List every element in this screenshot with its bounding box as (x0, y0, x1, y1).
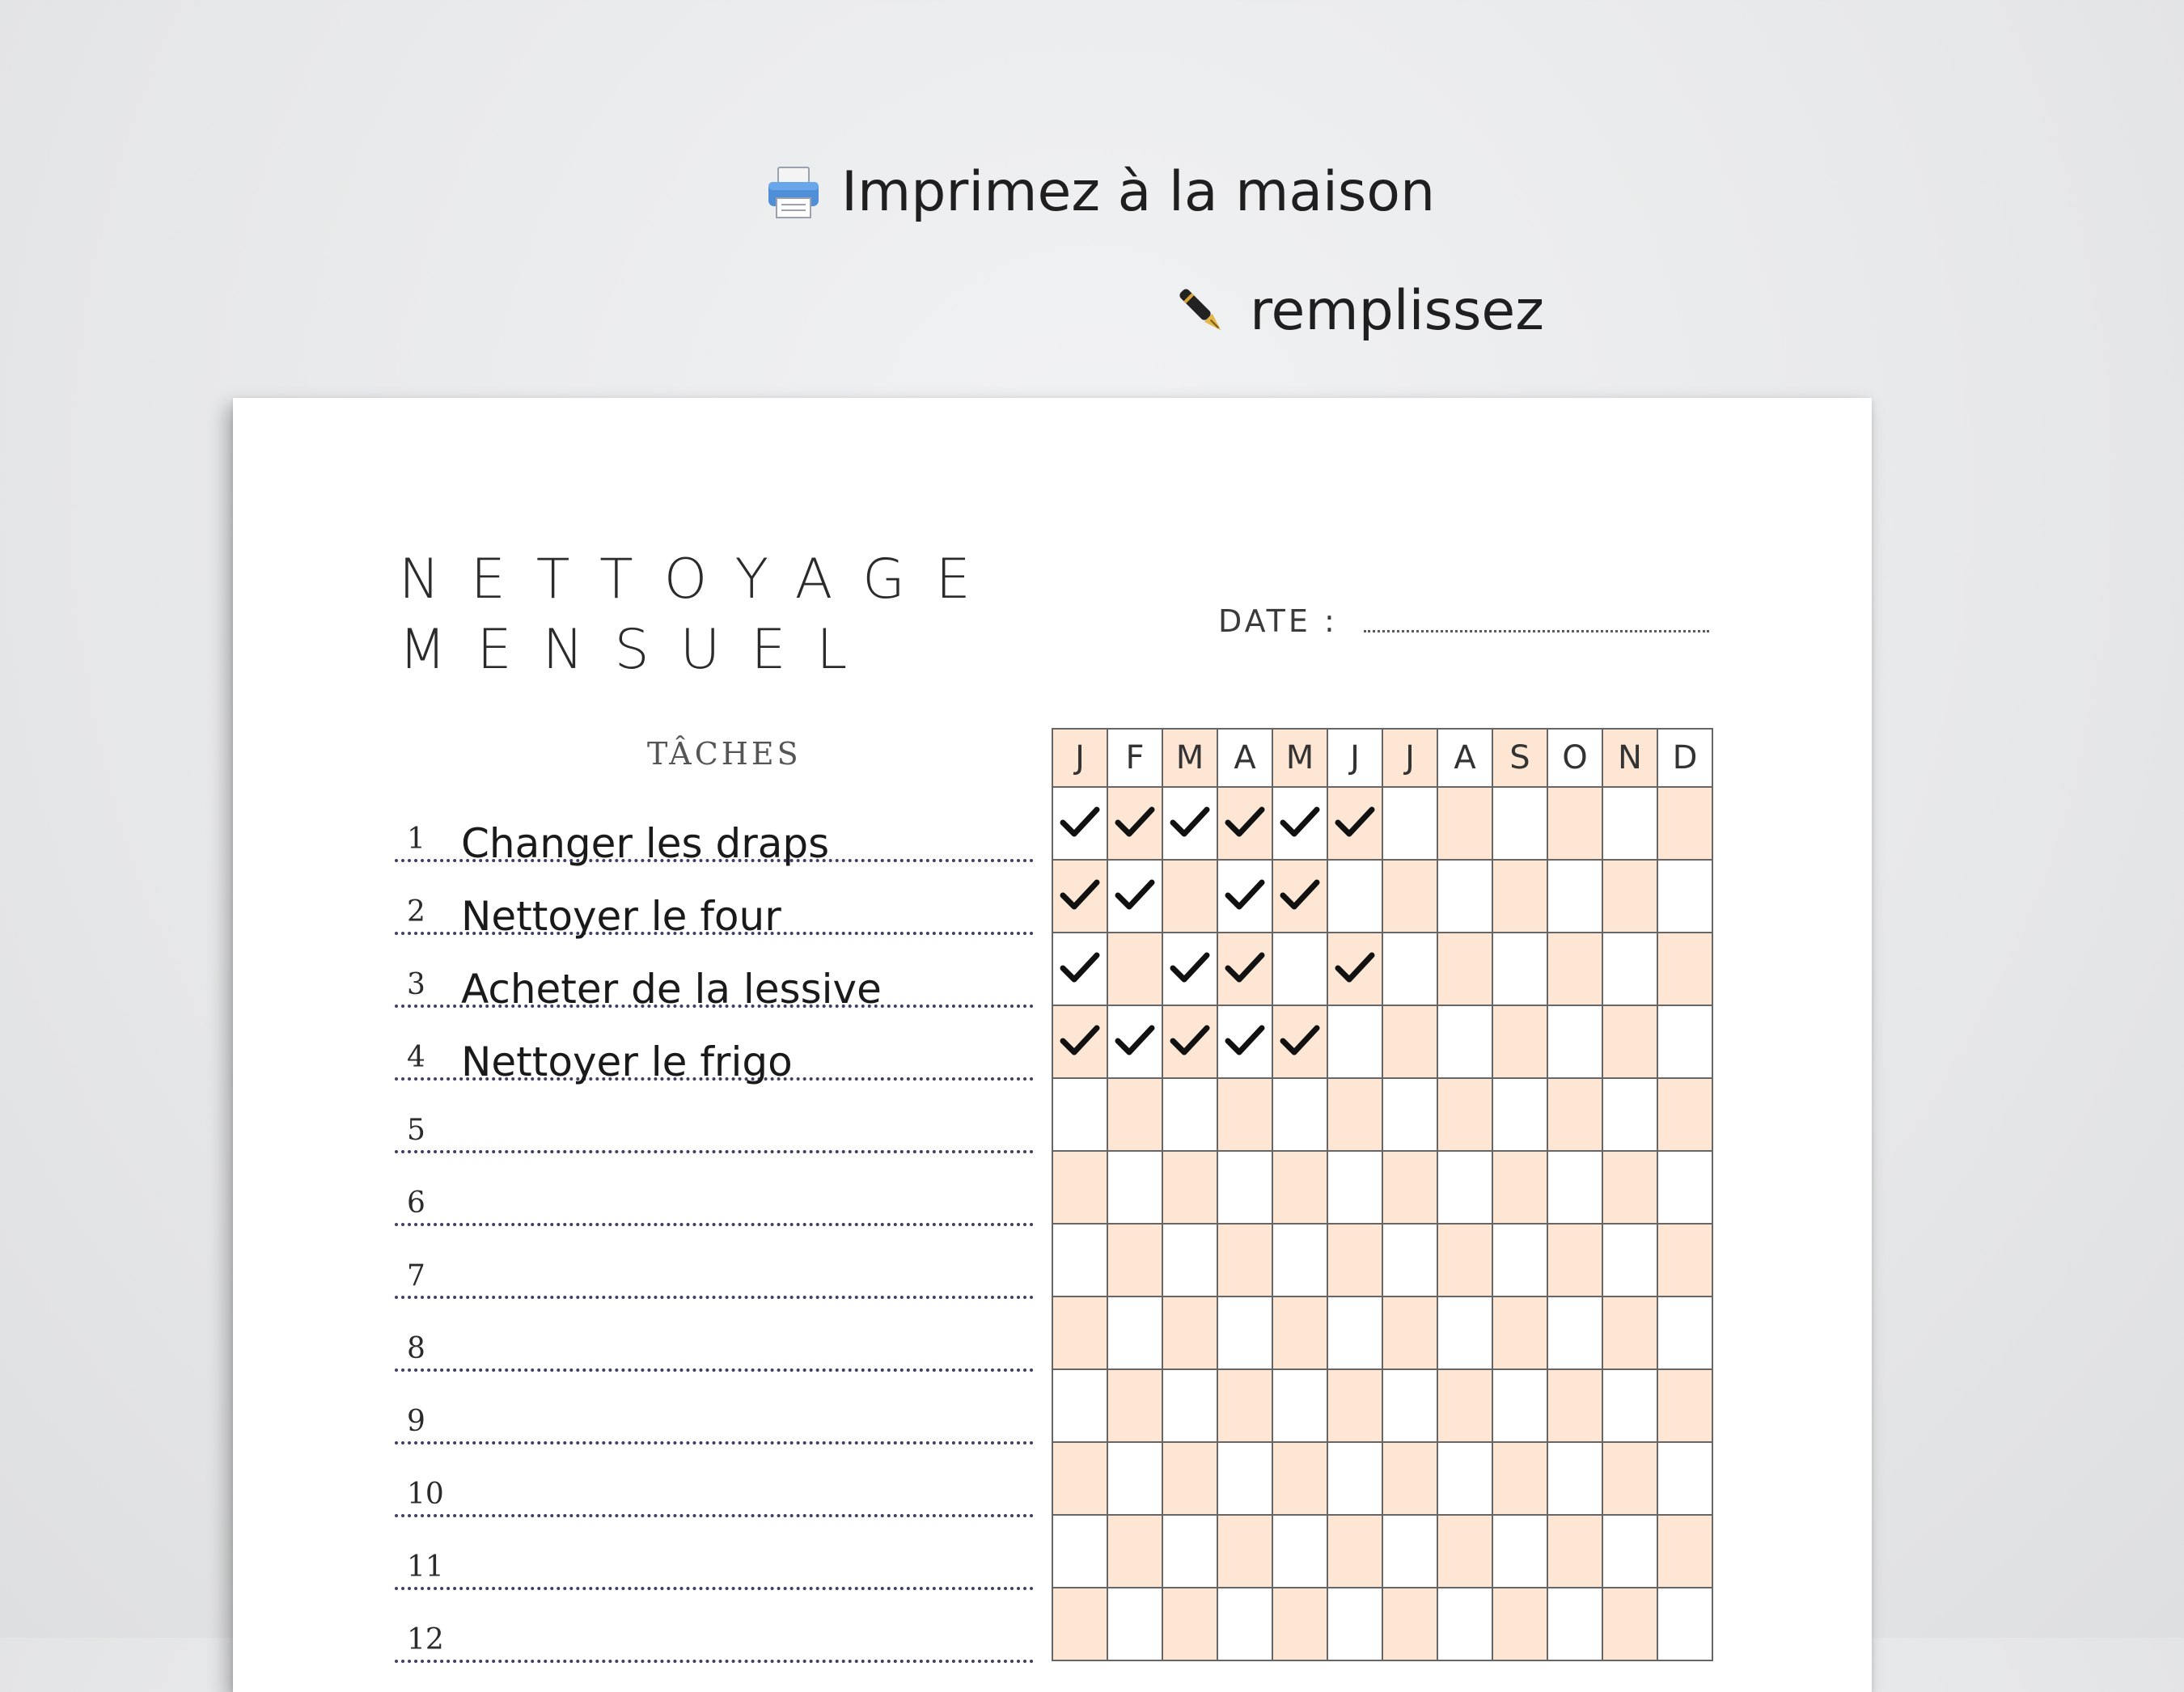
month-cell[interactable] (1658, 861, 1713, 933)
month-cell[interactable] (1218, 1079, 1273, 1152)
month-cell[interactable] (1548, 1006, 1603, 1079)
month-cell[interactable] (1053, 1588, 1108, 1661)
task-number: 11 (407, 1550, 444, 1584)
month-cell[interactable] (1493, 1079, 1548, 1152)
month-header: D (1658, 730, 1713, 788)
month-cell[interactable] (1658, 1152, 1713, 1225)
tasks-header: TÂCHES (647, 736, 802, 772)
month-cell[interactable] (1658, 1006, 1713, 1079)
caption-print-text: Imprimez à la maison (840, 160, 1436, 224)
month-cell[interactable] (1438, 1443, 1493, 1516)
month-cell[interactable] (1053, 1006, 1108, 1079)
month-cell[interactable] (1328, 1297, 1383, 1370)
month-cell[interactable] (1493, 933, 1548, 1006)
month-cell[interactable] (1603, 933, 1658, 1006)
task-row (395, 1005, 1034, 1085)
task-row (395, 1514, 1034, 1590)
month-cell[interactable] (1328, 1370, 1383, 1443)
checkmark-icon (1169, 950, 1211, 988)
month-cell[interactable] (1603, 1370, 1658, 1443)
month-cell[interactable] (1163, 1588, 1218, 1661)
month-cell[interactable] (1108, 933, 1163, 1006)
month-cell[interactable] (1658, 1516, 1713, 1588)
month-cell[interactable] (1273, 1152, 1328, 1225)
month-cell[interactable] (1603, 788, 1658, 861)
month-cell[interactable] (1603, 1225, 1658, 1297)
month-cell[interactable] (1603, 1006, 1658, 1079)
checkmark-icon (1059, 877, 1101, 916)
checkmark-icon (1059, 1022, 1101, 1061)
task-number: 2 (407, 895, 425, 928)
month-cell[interactable] (1273, 1006, 1328, 1079)
month-cell[interactable] (1053, 1443, 1108, 1516)
task-label: Changer les draps (461, 820, 830, 867)
month-cell[interactable] (1603, 1297, 1658, 1370)
month-cell[interactable] (1438, 1079, 1493, 1152)
checkmark-icon (1114, 804, 1156, 843)
month-cell[interactable] (1548, 1370, 1603, 1443)
month-cell[interactable] (1603, 1152, 1658, 1225)
month-cell[interactable] (1163, 861, 1218, 933)
month-cell[interactable] (1603, 1588, 1658, 1661)
checkmark-icon (1169, 804, 1211, 843)
month-cell[interactable] (1603, 1516, 1658, 1588)
month-cell[interactable] (1383, 933, 1438, 1006)
caption-fill-text: remplissez (1250, 279, 1544, 343)
month-cell[interactable] (1383, 1225, 1438, 1297)
month-cell[interactable] (1658, 1443, 1713, 1516)
month-cell[interactable] (1218, 1516, 1273, 1588)
month-cell[interactable] (1603, 861, 1658, 933)
task-row (395, 932, 1034, 1013)
month-cell[interactable] (1493, 1225, 1548, 1297)
month-cell[interactable] (1328, 1079, 1383, 1152)
month-cell[interactable] (1383, 1297, 1438, 1370)
month-cell[interactable] (1383, 1152, 1438, 1225)
checkmark-icon (1334, 804, 1376, 843)
month-header: M (1273, 730, 1328, 788)
month-cell[interactable] (1548, 1079, 1603, 1152)
month-cell[interactable] (1163, 1443, 1218, 1516)
month-cell[interactable] (1108, 1516, 1163, 1588)
task-row (395, 1223, 1034, 1299)
task-number: 7 (407, 1259, 425, 1292)
month-cell[interactable] (1108, 1443, 1163, 1516)
month-cell[interactable] (1438, 933, 1493, 1006)
task-row (395, 786, 1034, 867)
month-cell[interactable] (1218, 1588, 1273, 1661)
month-cell[interactable] (1658, 1297, 1713, 1370)
month-cell[interactable] (1273, 1079, 1328, 1152)
month-cell[interactable] (1548, 1443, 1603, 1516)
month-cell[interactable] (1273, 1225, 1328, 1297)
month-cell[interactable] (1493, 1443, 1548, 1516)
month-cell[interactable] (1438, 1297, 1493, 1370)
month-cell[interactable] (1218, 1152, 1273, 1225)
month-cell[interactable] (1218, 1443, 1273, 1516)
month-cell[interactable] (1548, 1588, 1603, 1661)
month-cell[interactable] (1328, 788, 1383, 861)
month-cell[interactable] (1493, 1152, 1548, 1225)
month-cell[interactable] (1438, 861, 1493, 933)
task-label: Nettoyer le four (461, 893, 781, 940)
month-cell[interactable] (1218, 1297, 1273, 1370)
checkmark-icon (1279, 804, 1321, 843)
month-cell[interactable] (1383, 1516, 1438, 1588)
month-header: J (1053, 730, 1108, 788)
month-cell[interactable] (1493, 788, 1548, 861)
month-cell[interactable] (1328, 1588, 1383, 1661)
month-cell[interactable] (1328, 1152, 1383, 1225)
month-cell[interactable] (1383, 1443, 1438, 1516)
month-cell[interactable] (1163, 1006, 1218, 1079)
month-cell[interactable] (1053, 1152, 1108, 1225)
task-number: 4 (407, 1041, 425, 1074)
month-cell[interactable] (1493, 1588, 1548, 1661)
month-cell[interactable] (1108, 788, 1163, 861)
month-cell[interactable] (1273, 1516, 1328, 1588)
month-cell[interactable] (1658, 788, 1713, 861)
month-cell[interactable] (1493, 1006, 1548, 1079)
month-cell[interactable] (1053, 1370, 1108, 1443)
month-cell[interactable] (1163, 1370, 1218, 1443)
month-cell[interactable] (1108, 1297, 1163, 1370)
pen-icon (1174, 283, 1230, 340)
month-cell[interactable] (1053, 1297, 1108, 1370)
checkmark-icon (1279, 877, 1321, 916)
month-cell[interactable] (1053, 933, 1108, 1006)
task-number: 9 (407, 1405, 425, 1438)
month-cell[interactable] (1273, 1443, 1328, 1516)
month-cell[interactable] (1218, 1225, 1273, 1297)
month-header: M (1163, 730, 1218, 788)
month-cell[interactable] (1163, 1225, 1218, 1297)
month-cell[interactable] (1163, 1079, 1218, 1152)
task-row (395, 1587, 1034, 1663)
checkmark-icon (1059, 950, 1101, 988)
month-cell[interactable] (1218, 861, 1273, 933)
month-cell[interactable] (1053, 788, 1108, 861)
month-cell[interactable] (1273, 933, 1328, 1006)
month-cell[interactable] (1218, 933, 1273, 1006)
month-cell[interactable] (1053, 1225, 1108, 1297)
month-cell[interactable] (1438, 1152, 1493, 1225)
month-cell[interactable] (1328, 1006, 1383, 1079)
month-cell[interactable] (1273, 1297, 1328, 1370)
month-cell[interactable] (1328, 861, 1383, 933)
month-cell[interactable] (1108, 1588, 1163, 1661)
month-cell[interactable] (1328, 1443, 1383, 1516)
month-cell[interactable] (1273, 1588, 1328, 1661)
task-number: 6 (407, 1187, 425, 1220)
month-cell[interactable] (1493, 861, 1548, 933)
task-number: 10 (407, 1478, 444, 1511)
month-cell[interactable] (1548, 1297, 1603, 1370)
month-header: F (1108, 730, 1163, 788)
date-label: DATE : (1218, 603, 1338, 639)
month-header: S (1493, 730, 1548, 788)
checkmark-icon (1279, 1022, 1321, 1061)
month-cell[interactable] (1548, 861, 1603, 933)
month-cell[interactable] (1383, 1588, 1438, 1661)
month-cell[interactable] (1053, 1079, 1108, 1152)
month-cell[interactable] (1548, 933, 1603, 1006)
task-number: 1 (407, 823, 425, 856)
date-line (1364, 630, 1709, 632)
month-cell[interactable] (1548, 1225, 1603, 1297)
month-cell[interactable] (1548, 1516, 1603, 1588)
task-row (395, 859, 1034, 940)
task-row (395, 1296, 1034, 1372)
checkmark-icon (1224, 1022, 1266, 1061)
month-cell[interactable] (1438, 1006, 1493, 1079)
month-cell[interactable] (1163, 1297, 1218, 1370)
month-cell[interactable] (1108, 1370, 1163, 1443)
month-cell[interactable] (1438, 1516, 1493, 1588)
title-line-2: MENSUEL (399, 618, 878, 682)
month-cell[interactable] (1218, 1370, 1273, 1443)
task-label: Acheter de la lessive (461, 966, 882, 1013)
month-cell[interactable] (1383, 1079, 1438, 1152)
caption-print (0, 160, 2184, 224)
task-label: Nettoyer le frigo (461, 1038, 793, 1085)
planner-sheet (233, 398, 1872, 1692)
month-cell[interactable] (1273, 861, 1328, 933)
month-cell[interactable] (1328, 933, 1383, 1006)
month-cell[interactable] (1658, 1588, 1713, 1661)
month-cell[interactable] (1108, 1225, 1163, 1297)
month-cell[interactable] (1438, 1588, 1493, 1661)
printer-icon (765, 164, 822, 221)
month-cell[interactable] (1493, 1297, 1548, 1370)
month-cell[interactable] (1108, 1079, 1163, 1152)
task-row (395, 1150, 1034, 1226)
month-cell[interactable] (1658, 1370, 1713, 1443)
month-cell[interactable] (1218, 1006, 1273, 1079)
month-cell[interactable] (1163, 1516, 1218, 1588)
month-header: N (1603, 730, 1658, 788)
month-cell[interactable] (1383, 1006, 1438, 1079)
month-cell[interactable] (1328, 1516, 1383, 1588)
task-row (395, 1441, 1034, 1517)
checkmark-icon (1224, 804, 1266, 843)
month-cell[interactable] (1548, 788, 1603, 861)
month-header: O (1548, 730, 1603, 788)
month-cell[interactable] (1273, 1370, 1328, 1443)
month-cell[interactable] (1053, 861, 1108, 933)
checkmark-icon (1114, 877, 1156, 916)
month-cell[interactable] (1603, 1443, 1658, 1516)
month-cell[interactable] (1438, 1370, 1493, 1443)
month-cell[interactable] (1438, 788, 1493, 861)
task-number: 8 (407, 1332, 425, 1365)
month-cell[interactable] (1383, 861, 1438, 933)
month-cell[interactable] (1218, 788, 1273, 861)
month-cell[interactable] (1493, 1516, 1548, 1588)
month-cell[interactable] (1658, 1225, 1713, 1297)
checkmark-icon (1114, 1022, 1156, 1061)
month-header: A (1438, 730, 1493, 788)
title-line-1: NETTOYAGE (399, 548, 1001, 611)
task-row (395, 1077, 1034, 1153)
month-cell[interactable] (1163, 1152, 1218, 1225)
checkmark-icon (1224, 877, 1266, 916)
task-number: 5 (407, 1114, 425, 1147)
month-cell[interactable] (1383, 1370, 1438, 1443)
month-cell[interactable] (1658, 1079, 1713, 1152)
month-cell[interactable] (1658, 933, 1713, 1006)
month-cell[interactable] (1108, 861, 1163, 933)
month-cell[interactable] (1383, 788, 1438, 861)
checkmark-icon (1334, 950, 1376, 988)
month-cell[interactable] (1328, 1225, 1383, 1297)
month-cell[interactable] (1273, 788, 1328, 861)
month-header: J (1328, 730, 1383, 788)
task-number: 12 (407, 1623, 444, 1656)
task-number: 3 (407, 968, 425, 1001)
checkmark-icon (1224, 950, 1266, 988)
checkmark-icon (1169, 1022, 1211, 1061)
month-cell[interactable] (1438, 1225, 1493, 1297)
month-cell[interactable] (1493, 1370, 1548, 1443)
month-cell[interactable] (1163, 933, 1218, 1006)
month-cell[interactable] (1053, 1516, 1108, 1588)
month-grid (1052, 728, 1713, 1661)
month-cell[interactable] (1548, 1152, 1603, 1225)
month-cell[interactable] (1163, 788, 1218, 861)
task-row (395, 1368, 1034, 1445)
month-cell[interactable] (1108, 1152, 1163, 1225)
month-cell[interactable] (1108, 1006, 1163, 1079)
caption-fill (0, 279, 2184, 343)
checkmark-icon (1059, 804, 1101, 843)
month-cell[interactable] (1603, 1079, 1658, 1152)
month-header: A (1218, 730, 1273, 788)
month-header: J (1383, 730, 1438, 788)
